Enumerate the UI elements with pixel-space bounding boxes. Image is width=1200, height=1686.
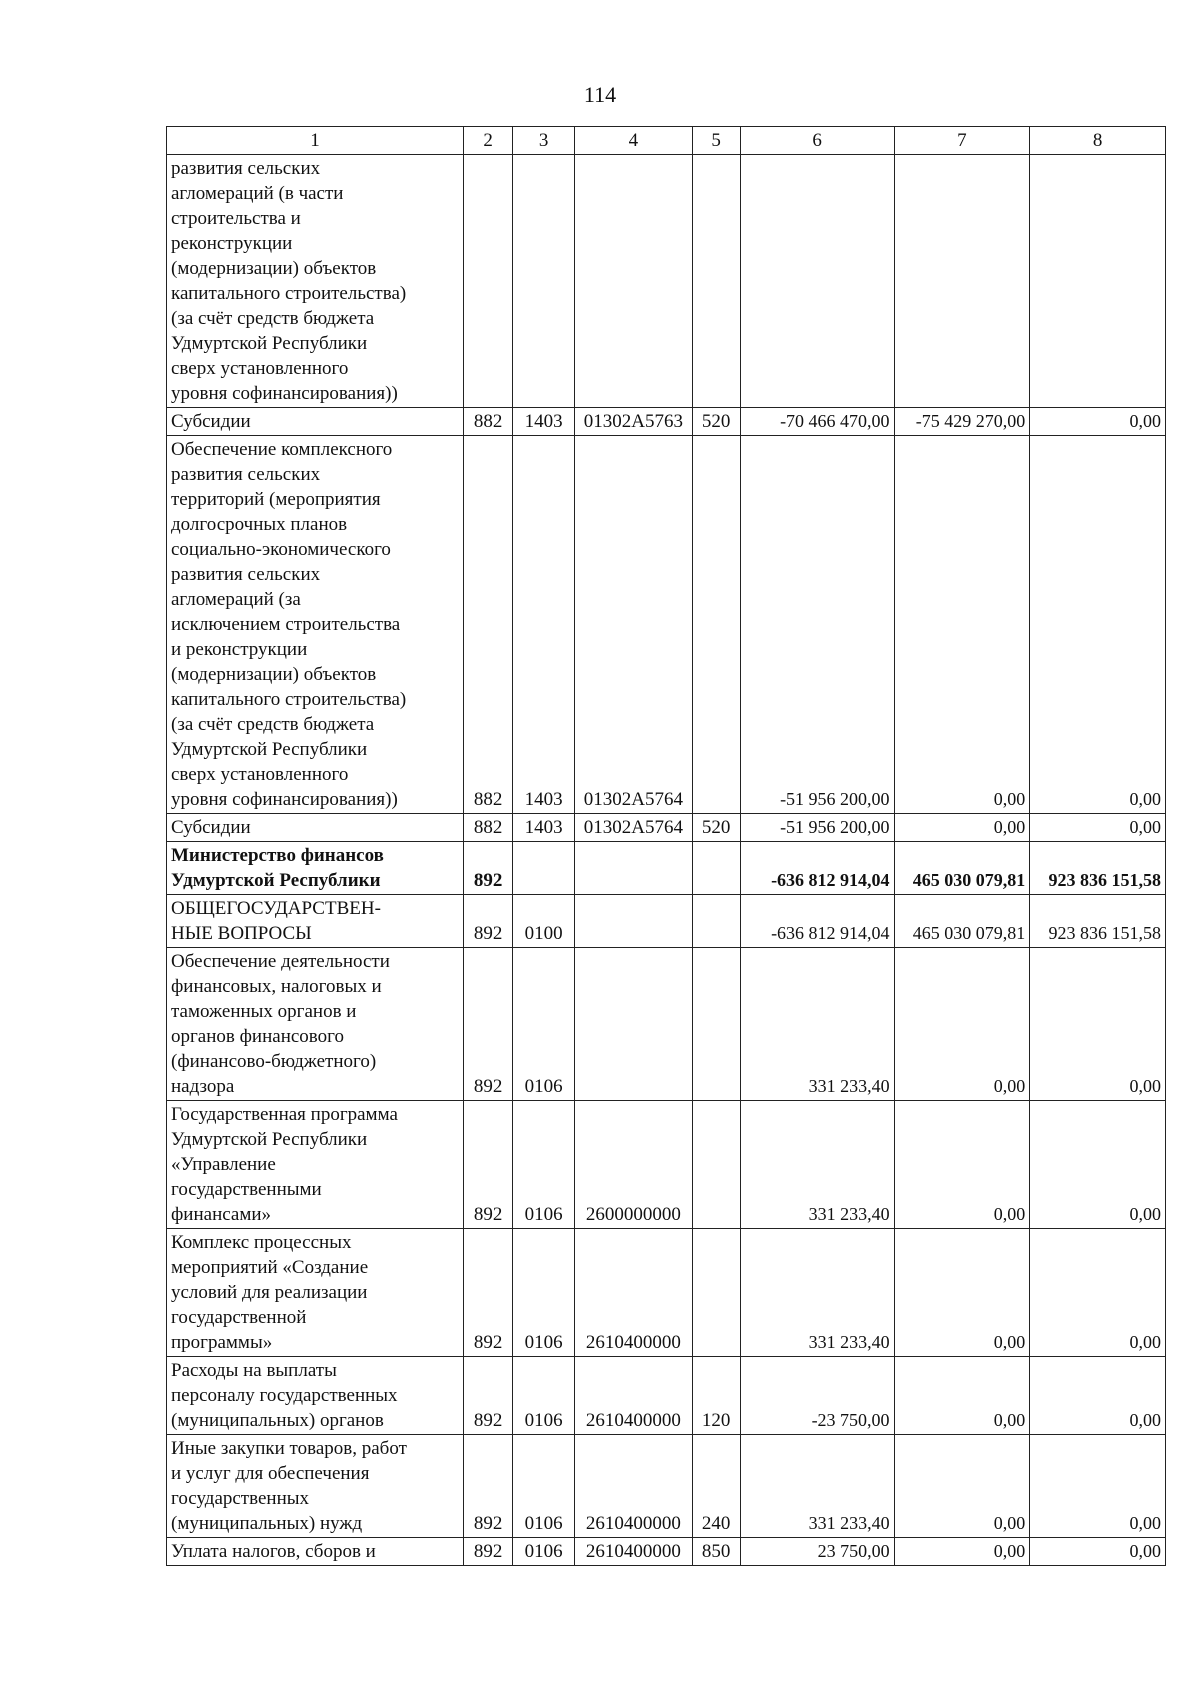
table-row [167,842,1166,895]
table-row [167,1101,1166,1229]
amount-col6-cell: -636 812 914,04 [740,895,894,948]
section-code-cell: 0106 [513,1101,575,1229]
amount-col7-cell: -75 429 270,00 [894,408,1030,436]
row-name-cell: Министерство финансов Удмуртской Республики [167,842,464,895]
expense-type-cell [692,436,740,814]
ministry-code-cell: 892 [464,895,513,948]
ministry-code-cell: 892 [464,1101,513,1229]
budget-table [166,126,1166,1566]
expense-type-cell: 520 [692,408,740,436]
row-name-cell: Комплекс процессных мероприятий «Создание условий для реализации государственной программы» [167,1229,464,1357]
row-name-cell: Государственная программа Удмуртской Республики «Управление государственными финансами» [167,1101,464,1229]
amount-col6-cell: -70 466 470,00 [740,408,894,436]
section-code-cell: 1403 [513,814,575,842]
column-header: 7 [894,127,1030,155]
ministry-code-cell: 882 [464,436,513,814]
target-article-cell: 2610400000 [575,1357,693,1435]
row-name-cell: ОБЩЕГОСУДАРСТВЕН- НЫЕ ВОПРОСЫ [167,895,464,948]
target-article-cell [575,842,693,895]
amount-col6-cell: 331 233,40 [740,1101,894,1229]
table-row [167,1538,1166,1566]
amount-col8-cell: 923 836 151,58 [1030,842,1166,895]
amount-col7-cell [894,155,1030,408]
amount-col8-cell [1030,155,1166,408]
ministry-code-cell: 882 [464,408,513,436]
section-code-cell [513,842,575,895]
amount-col8-cell: 0,00 [1030,408,1166,436]
target-article-cell: 2600000000 [575,1101,693,1229]
target-article-cell: 2610400000 [575,1538,693,1566]
row-name-cell: Субсидии [167,814,464,842]
section-code-cell [513,155,575,408]
amount-col7-cell: 0,00 [894,948,1030,1101]
table-row [167,895,1166,948]
section-code-cell: 0100 [513,895,575,948]
amount-col6-cell: 23 750,00 [740,1538,894,1566]
target-article-cell: 2610400000 [575,1229,693,1357]
column-header: 4 [575,127,693,155]
amount-col6-cell: 331 233,40 [740,1435,894,1538]
ministry-code-cell: 892 [464,1229,513,1357]
amount-col8-cell: 0,00 [1030,948,1166,1101]
row-name-cell: Обеспечение деятельности финансовых, налоговых и таможенных органов и органов финансового (финансово-бюджетного) надзора [167,948,464,1101]
table-row [167,1435,1166,1538]
table-row [167,814,1166,842]
table-row [167,408,1166,436]
expense-type-cell: 120 [692,1357,740,1435]
page-number: 114 [583,82,617,107]
amount-col6-cell [740,155,894,408]
amount-col6-cell: 331 233,40 [740,948,894,1101]
ministry-code-cell: 892 [464,1538,513,1566]
target-article-cell [575,155,693,408]
table-row [167,155,1166,408]
section-code-cell: 0106 [513,1435,575,1538]
amount-col7-cell: 0,00 [894,814,1030,842]
table-row [167,1229,1166,1357]
expense-type-cell: 240 [692,1435,740,1538]
section-code-cell: 0106 [513,1357,575,1435]
target-article-cell: 2610400000 [575,1435,693,1538]
target-article-cell [575,948,693,1101]
amount-col6-cell: -23 750,00 [740,1357,894,1435]
amount-col7-cell: 465 030 079,81 [894,895,1030,948]
target-article-cell [575,895,693,948]
amount-col7-cell: 0,00 [894,1229,1030,1357]
amount-col8-cell: 0,00 [1030,1357,1166,1435]
amount-col8-cell: 0,00 [1030,814,1166,842]
column-header: 3 [513,127,575,155]
row-name-cell: Иные закупки товаров, работ и услуг для обеспечения государственных (муниципальных) нужд [167,1435,464,1538]
amount-col7-cell: 465 030 079,81 [894,842,1030,895]
expense-type-cell [692,1101,740,1229]
row-name-cell: развития сельских агломераций (в части строительства и реконструкции (модернизации) объектов капитального строительства) (за счёт средств бюджета Удмуртской Республики сверх установленного уровня софинансирования)) [167,155,464,408]
row-name-cell: Расходы на выплаты персоналу государственных (муниципальных) органов [167,1357,464,1435]
table-row [167,1357,1166,1435]
ministry-code-cell: 892 [464,842,513,895]
expense-type-cell [692,948,740,1101]
section-code-cell: 1403 [513,408,575,436]
amount-col6-cell: -51 956 200,00 [740,436,894,814]
amount-col7-cell: 0,00 [894,1435,1030,1538]
amount-col7-cell: 0,00 [894,436,1030,814]
amount-col7-cell: 0,00 [894,1357,1030,1435]
column-header: 6 [740,127,894,155]
expense-type-cell [692,1229,740,1357]
amount-col7-cell: 0,00 [894,1538,1030,1566]
amount-col8-cell: 0,00 [1030,1101,1166,1229]
amount-col8-cell: 0,00 [1030,436,1166,814]
section-code-cell: 1403 [513,436,575,814]
row-name-cell: Обеспечение комплексного развития сельских территорий (мероприятия долгосрочных планов социально-экономического развития сельских агломераций (за исключением строительства и реконструкции (модернизации) объектов капитального строительства) (за счёт средств бюджета Удмуртской Республики сверх установленного уровня софинансирования)) [167,436,464,814]
amount-col6-cell: -636 812 914,04 [740,842,894,895]
expense-type-cell [692,842,740,895]
amount-col8-cell: 0,00 [1030,1229,1166,1357]
section-code-cell: 0106 [513,948,575,1101]
table-header-row [167,127,1166,155]
amount-col6-cell: -51 956 200,00 [740,814,894,842]
column-header: 2 [464,127,513,155]
target-article-cell: 01302A5764 [575,814,693,842]
column-header: 8 [1030,127,1166,155]
section-code-cell: 0106 [513,1229,575,1357]
amount-col8-cell: 0,00 [1030,1435,1166,1538]
amount-col7-cell: 0,00 [894,1101,1030,1229]
target-article-cell: 01302A5764 [575,436,693,814]
target-article-cell: 01302A5763 [575,408,693,436]
table-row [167,436,1166,814]
ministry-code-cell [464,155,513,408]
ministry-code-cell: 892 [464,1357,513,1435]
row-name-cell: Субсидии [167,408,464,436]
expense-type-cell: 850 [692,1538,740,1566]
amount-col8-cell: 923 836 151,58 [1030,895,1166,948]
row-name-cell: Уплата налогов, сборов и [167,1538,464,1566]
ministry-code-cell: 892 [464,948,513,1101]
expense-type-cell [692,895,740,948]
table-row [167,948,1166,1101]
amount-col8-cell: 0,00 [1030,1538,1166,1566]
amount-col6-cell: 331 233,40 [740,1229,894,1357]
ministry-code-cell: 882 [464,814,513,842]
column-header: 5 [692,127,740,155]
column-header: 1 [167,127,464,155]
ministry-code-cell: 892 [464,1435,513,1538]
expense-type-cell: 520 [692,814,740,842]
section-code-cell: 0106 [513,1538,575,1566]
expense-type-cell [692,155,740,408]
